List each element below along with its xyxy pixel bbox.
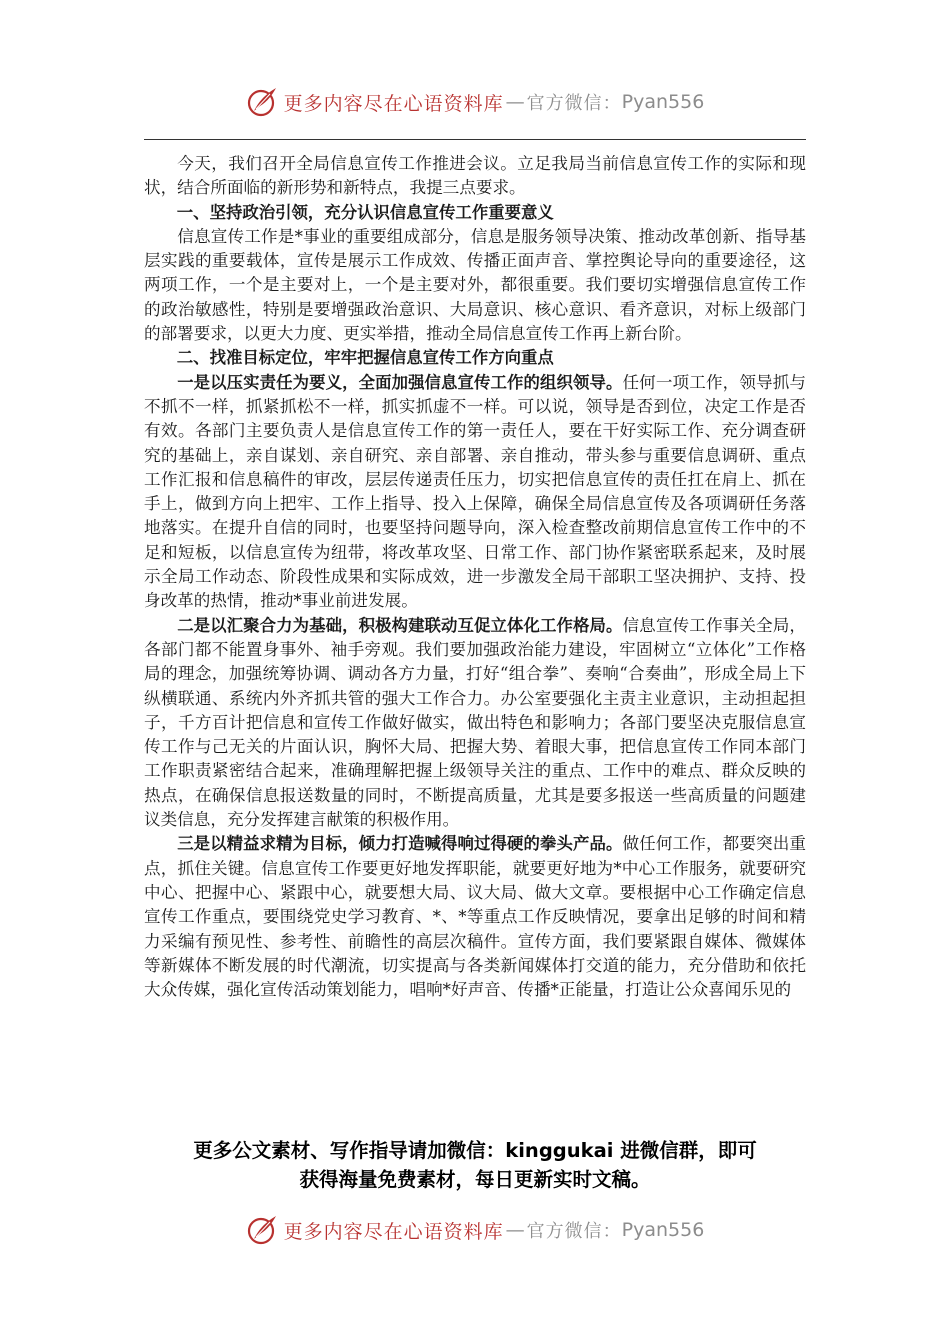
promo-notice bbox=[100, 1136, 850, 1194]
point3-body: 做任何工作，都要突出重点，抓住关键。信息宣传工作要更好地发挥职能，就要更好地为*中心工作服务，就要研究中心、把握中心、紧跟中心，就要想大局、议大局、做大文章。要根据中心工作确定信息宣传工作重点，要围绕党史学习教育、*、*等重点工作反映情况，要拿出足够的时间和精力采编有预见性、参考性、前瞻性的高层次稿件。宣传方面，我们要紧跟自媒体、微媒体等新媒体不断发展的时代潮流，切实提高与各类新闻媒体打交道的能力，充分借助和依托大众传媒，强化宣传活动策划能力，唱响*好声音、传播*正能量，打造让公众喜闻乐见的 bbox=[144, 834, 807, 1000]
point2-paragraph bbox=[144, 614, 806, 833]
header-banner bbox=[0, 80, 950, 124]
header-divider bbox=[144, 139, 806, 140]
banner-official-text: 官方微信： bbox=[526, 1221, 622, 1242]
banner-wechat-id: Pyan556 bbox=[621, 91, 705, 113]
point2-body: 信息宣传工作事关全局，各部门都不能置身事外、袖手旁观。我们要加强政治能力建设，牢固树立“立体化”工作格局的理念，加强统筹协调、调动各方力量，打好“组合拳”、奏响“合奏曲”，形成全局上下纵横联通、系统内外齐抓共管的强大工作合力。办公室要强化主责主业意识，主动担起担子，千方百计把信息和宣传工作做好做实，做出特色和影响力；各部门要坚决克服信息宣传工作与己无关的片面认识，胸怀大局、把握大势、着眼大事，把信息宣传工作同本部门工作职责紧密结合起来，准确理解把握上级领导关注的重点、工作中的难点、群众反映的热点，在确保信息报送数量的同时，不断提高质量，尤其是要多报送一些高质量的问题建议类信息，充分发挥建言献策的积极作用。 bbox=[144, 615, 807, 830]
document-body bbox=[144, 152, 806, 1002]
banner-dash: — bbox=[505, 91, 525, 113]
point2-lead: 二是以汇聚合力为基础，积极构建联动互促立体化工作格局。 bbox=[177, 615, 623, 635]
section1-heading: 一、坚持政治引领，充分认识信息宣传工作重要意义 bbox=[176, 202, 554, 222]
section1-paragraph: 信息宣传工作是*事业的重要组成部分，信息是服务领导决策、推动改革创新、指导基层实践的重要载体，宣传是展示工作成效、传播正面声音、掌控舆论导向的重要途径，这两项工作，一个是主要对上，一个是主要对外，都很重要。我们要切实增强信息宣传工作的政治敏感性，特别是要增强政治意识、大局意识、核心意识、看齐意识，对标上级部门的部署要求，以更大力度、更实举措，推动全局信息宣传工作再上新台阶。 bbox=[144, 226, 806, 344]
promo-line-2: 获得海量免费素材，每日更新实时文稿。 bbox=[299, 1168, 651, 1191]
quill-logo-icon bbox=[246, 1213, 280, 1247]
footer-banner bbox=[0, 1208, 950, 1252]
banner-site-text: 更多内容尽在心语资料库 bbox=[283, 92, 504, 115]
quill-logo-icon bbox=[246, 85, 280, 119]
point1-paragraph bbox=[144, 371, 806, 614]
point3-lead: 三是以精益求精为目标，倾力打造喊得响过得硬的拳头产品。 bbox=[177, 834, 623, 854]
point1-body: 任何一项工作，领导抓与不抓不一样，抓紧抓松不一样，抓实抓虚不一样。可以说，领导是否到位，决定工作是否有效。各部门主要负责人是信息宣传工作的第一责任人，要在干好实际工作、充分调查研究的基础上，亲自谋划、亲自研究、亲自部署、亲自推动，带头参与重要信息调研、重点工作汇报和信息稿件的审改，层层传递责任压力，切实把信息宣传的责任扛在肩上、抓在手上，做到方向上把牢、工作上指导、投入上保障，确保全局信息宣传及各项调研任务落地落实。在提升自信的同时，也要坚持问题导向，深入检查整改前期信息宣传工作中的不足和短板，以信息宣传为纽带，将改革攻坚、日常工作、部门协作紧密联系起来，及时展示全局工作动态、阶段性成果和实际成效，进一步激发全局干部职工坚决拥护、支持、投身改革的热情，推动*事业前进发展。 bbox=[144, 372, 807, 611]
point3-paragraph bbox=[144, 832, 806, 1002]
banner-dash: — bbox=[505, 1219, 525, 1241]
promo-line-1: 更多公文素材、写作指导请加微信：kinggukai 进微信群，即可 bbox=[193, 1139, 757, 1162]
banner-wechat-id: Pyan556 bbox=[621, 1219, 705, 1241]
banner-site-text: 更多内容尽在心语资料库 bbox=[283, 1220, 504, 1243]
point1-lead: 一是以压实责任为要义，全面加强信息宣传工作的组织领导。 bbox=[177, 372, 623, 392]
section2-heading: 二、找准目标定位，牢牢把握信息宣传工作方向重点 bbox=[176, 348, 554, 368]
intro-paragraph: 今天，我们召开全局信息宣传工作推进会议。立足我局当前信息宣传工作的实际和现状，结合所面临的新形势和新特点，我提三点要求。 bbox=[144, 154, 806, 198]
banner-official-text: 官方微信： bbox=[526, 93, 622, 114]
